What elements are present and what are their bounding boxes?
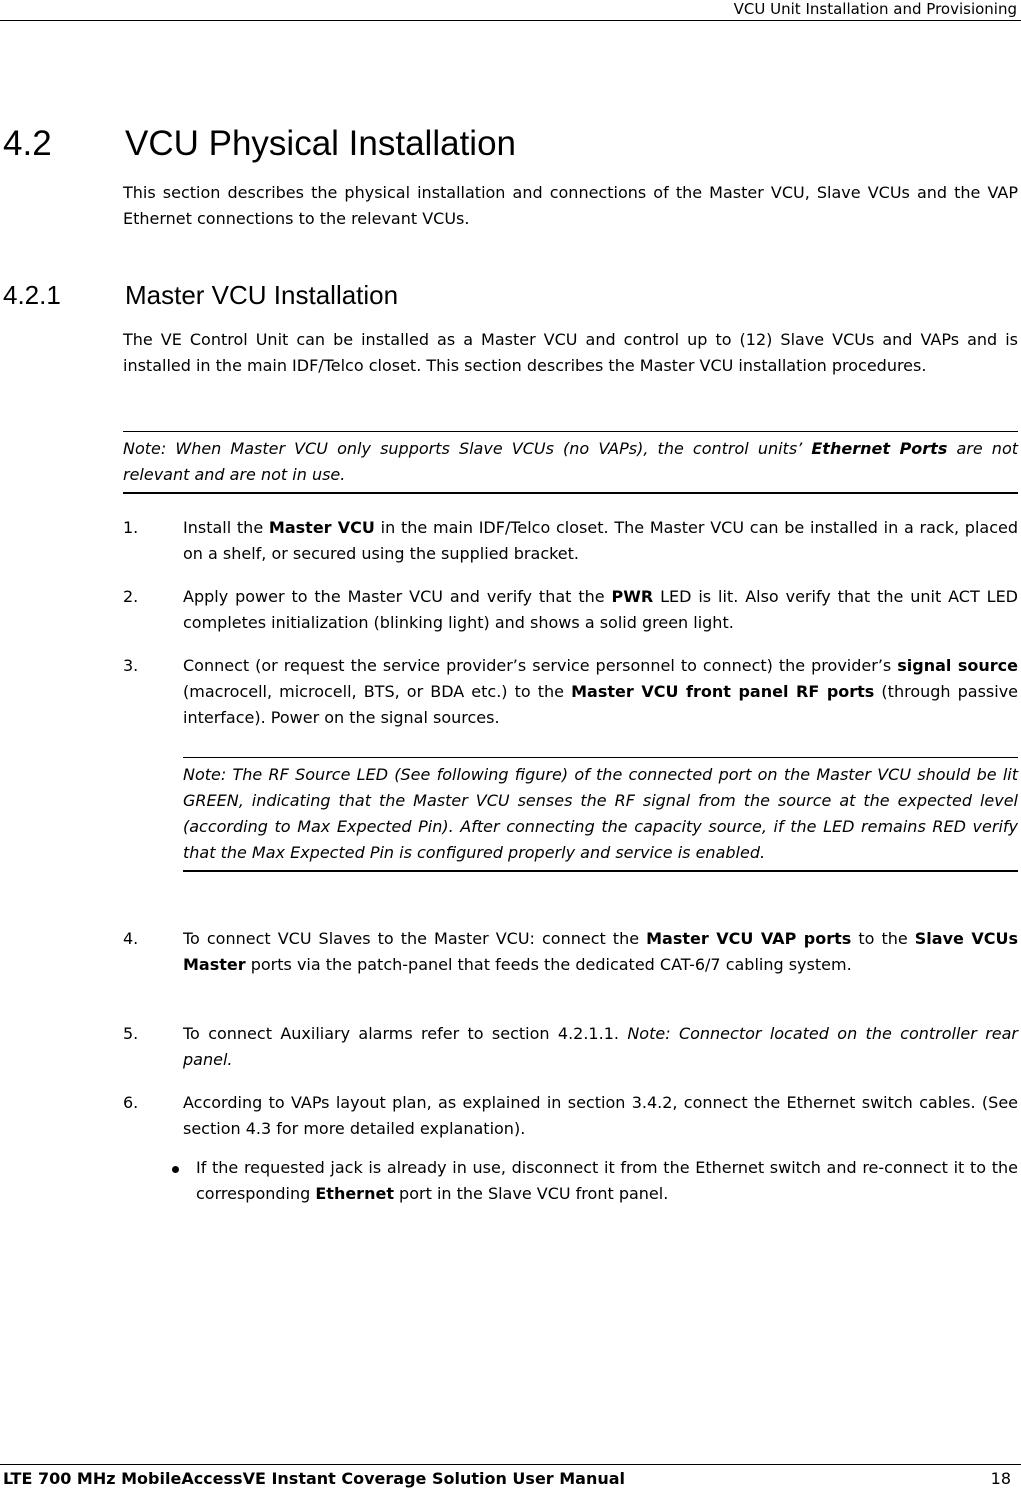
step-number: 3. bbox=[123, 656, 139, 675]
step-text: According to VAPs layout plan, as explained in section 3.4.2, connect the Ethernet switch cables. (See section 4.3 for more detailed explanation). bbox=[183, 1093, 1018, 1138]
step-1 bbox=[123, 515, 1018, 571]
step-number: 2. bbox=[123, 587, 139, 606]
step-text: Connect (or request the service provider’s service personnel to connect) the provider’s signal source (macrocell, microcell, BTS, or BDA etc.) to the Master VCU front panel RF ports (through passive interface). Power on the signal sources. bbox=[183, 656, 1019, 727]
step-number: 1. bbox=[123, 518, 139, 537]
step-text: To connect Auxiliary alarms refer to section 4.2.1.1. Note: Connector located on the controller rear panel. bbox=[183, 1024, 1019, 1069]
step-5 bbox=[123, 1021, 1018, 1077]
bullet-icon bbox=[172, 1166, 179, 1173]
subsection-intro: The VE Control Unit can be installed as a Master VCU and control up to (12) Slave VCUs and VAPs and is installed in the main IDF/Telco closet. This section describes the Master VCU installation procedures. bbox=[123, 330, 1018, 375]
step-text: Install the Master VCU in the main IDF/Telco closet. The Master VCU can be installed in a rack, placed on a shelf, or secured using the supplied bracket. bbox=[183, 518, 1019, 563]
page-number: 18 bbox=[990, 1469, 1011, 1488]
subsection-title: Master VCU Installation bbox=[125, 280, 399, 310]
section-title: VCU Physical Installation bbox=[125, 124, 516, 163]
note-ethernet-ports: Note: When Master VCU only supports Slave VCUs (no VAPs), the control units’ Ethernet Ports are not relevant and are not in use. bbox=[123, 431, 1018, 494]
subsection-heading bbox=[3, 278, 398, 312]
running-header: VCU Unit Installation and Provisioning bbox=[733, 0, 1017, 18]
note-rf-source-led: Note: The RF Source LED (See following figure) of the connected port on the Master VCU should be lit GREEN, indicating that the Master VCU senses the RF signal from the source at the expected level (according to Max Expected Pin). After connecting the capacity source, if the LED remains RED verify that the Max Expected Pin is configured properly and service is enabled. bbox=[183, 757, 1018, 872]
header-rule bbox=[0, 20, 1021, 21]
step-6 bbox=[123, 1090, 1018, 1146]
step-text: To connect VCU Slaves to the Master VCU: connect the Master VCU VAP ports to the Slave VCUs Master ports via the patch-panel that feeds the dedicated CAT-6/7 cabling system. bbox=[183, 929, 1019, 974]
step-number: 6. bbox=[123, 1093, 139, 1112]
section-intro: This section describes the physical installation and connections of the Master VCU, Slave VCUs and the VAP Ethernet connections to the relevant VCUs. bbox=[123, 183, 1018, 228]
step-2 bbox=[123, 584, 1018, 640]
note-bold-term: Ethernet Ports bbox=[811, 439, 948, 458]
subsection-number: 4.2.1 bbox=[3, 280, 61, 310]
footer-rule bbox=[0, 1464, 1021, 1465]
step-text: Apply power to the Master VCU and verify that the PWR LED is lit. Also verify that the unit ACT LED completes initialization (blinking light) and shows a solid green light. bbox=[183, 587, 1018, 632]
bullet-item: If the requested jack is already in use, disconnect it from the Ethernet switch and re-connect it to the corresponding Ethernet port in the Slave VCU front panel. bbox=[196, 1158, 1018, 1203]
footer-manual-title: LTE 700 MHz MobileAccessVE Instant Coverage Solution User Manual bbox=[3, 1469, 626, 1488]
section-heading bbox=[3, 122, 516, 166]
step-4 bbox=[123, 926, 1018, 1008]
step-number: 5. bbox=[123, 1024, 139, 1043]
section-number: 4.2 bbox=[3, 124, 52, 163]
step-number: 4. bbox=[123, 929, 139, 948]
step-3 bbox=[123, 653, 1018, 735]
